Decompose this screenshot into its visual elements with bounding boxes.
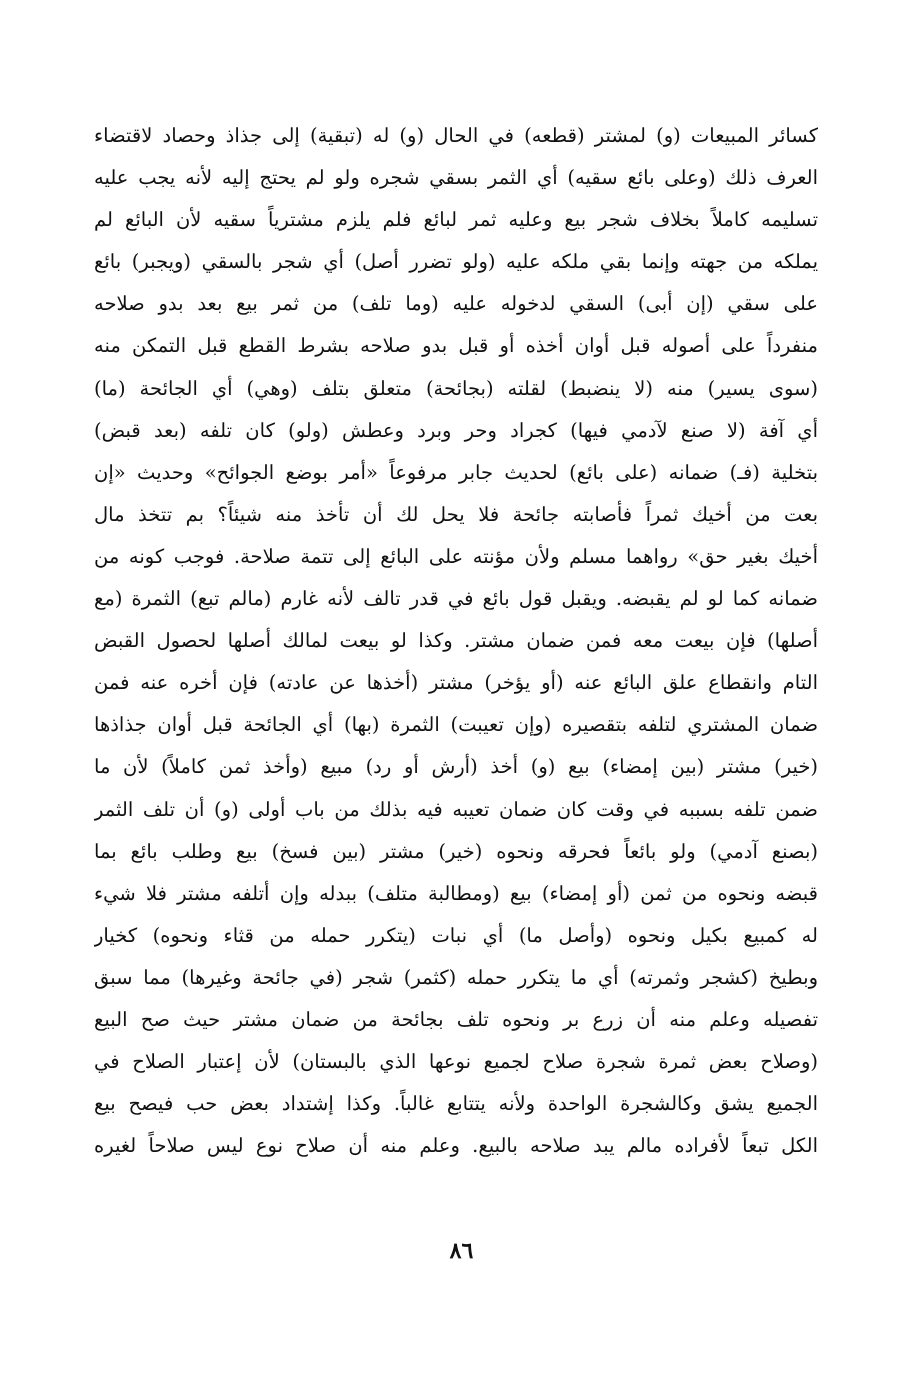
text-line: بتخلية (فـ) ضمانه (على بائع) لحديث جابر مرفوعاً «أمر بوضع الجوائح» وحديث «إن <box>94 460 818 484</box>
text-line: ضمانه كما لو لم يقبضه. ويقبل قول بائع في قدر تالف لأنه غارم (مالم تبع) الثمرة (مع <box>94 587 818 611</box>
page-number: ٨٦ <box>449 1238 474 1264</box>
text-line: ضمان المشتري لتلفه بتقصيره (وإن تعيبت) الثمرة (بها) أي الجائحة قبل أوان جذاذها <box>94 713 818 737</box>
text-line: له كمبيع بكيل ونحوه (وأصل ما) أي نبات (يتكرر حمله من قثاء ونحوه) كخيار <box>94 923 818 947</box>
text-line: (سوى يسير) منه (لا ينضبط) لقلته (بجائحة) متعلق بتلف (وهي) أي الجائحة (ما) <box>94 376 818 400</box>
text-line: الجميع يشق وكالشجرة الواحدة ولأنه يتتابع غالباً. وكذا إشتداد بعض حب فيصح بيع <box>94 1092 818 1116</box>
text-line: وبطيخ (كشجر وثمرته) أي ما يتكرر حمله (كثمر) شجر (في جائحة وغيرها) مما سبق <box>94 965 818 989</box>
body-text <box>94 115 818 1167</box>
text-line: ضمن تلفه بسببه في وقت كان ضمان تعيبه فيه بذلك من باب أولى (و) أن تلف الثمر <box>94 797 818 821</box>
text-line: بعت من أخيك ثمراً فأصابته جائحة فلا يحل لك أن تأخذ منه شيئاً؟ بم تتخذ مال <box>94 502 818 526</box>
text-line: أي آفة (لا صنع لآدمي فيها) كجراد وحر وبرد وعطش (ولو) كان تلفه (بعد قبض) <box>94 418 818 442</box>
text-line: تفصيله وعلم منه أن زرع بر ونحوه تلف بجائحة من ضمان مشتر حيث صح البيع <box>94 1007 818 1031</box>
text-line: أخيك بغير حق» رواهما مسلم ولأن مؤنته على البائع إلى تتمة صلاحة. فوجب كونه من <box>94 544 818 568</box>
text-line: التام وانقطاع علق البائع عنه (أو يؤخر) مشتر (أخذها عن عادته) فإن أخره عنه فمن <box>94 671 818 695</box>
text-line: يملكه من جهته وإنما بقي ملكه عليه (ولو تضرر أصل) أي شجر بالسقي (ويجبر) بائع <box>94 250 818 274</box>
text-line: منفرداً على أصوله قبل أوان أخذه أو قبل بدو صلاحه بشرط القطع قبل التمكن منه <box>94 334 818 358</box>
text-line: العرف ذلك (وعلى بائع سقيه) أي الثمر بسقي شجره ولو لم يحتج إليه لأنه يجب عليه <box>94 166 818 190</box>
text-line: قبضه ونحوه من ثمن (أو إمضاء) بيع (ومطالبة متلف) ببدله وإن أتلفه مشتر فلا شيء <box>94 881 818 905</box>
text-line: كسائر المبيعات (و) لمشتر (قطعه) في الحال (و) له (تبقية) إلى جذاذ وحصاد لاقتضاء <box>94 124 818 147</box>
text-line: الكل تبعاً لأفراده مالم يبد صلاحه بالبيع. وعلم منه أن صلاح نوع ليس صلاحاً لغيره <box>94 1134 818 1158</box>
text-line: (وصلاح بعض ثمرة شجرة صلاح لجميع نوعها الذي بالبستان) لأن إعتبار الصلاح في <box>94 1050 818 1074</box>
text-line: (خير) مشتر (بين إمضاء) بيع (و) أخذ (أرش أو رد) مبيع (وأخذ ثمن كاملاً) لأن ما <box>94 755 818 779</box>
text-line: أصلها) فإن بيعت معه فمن ضمان مشتر. وكذا لو بيعت لمالك أصلها لحصول القبض <box>94 629 818 653</box>
text-line: على سقي (إن أبى) السقي لدخوله عليه (وما تلف) من ثمر بيع بعد بدو صلاحه <box>94 292 818 316</box>
text-line: تسليمه كاملاً بخلاف شجر بيع وعليه ثمر لبائع فلم يلزم مشترياً سقيه لأن البائع لم <box>94 208 818 232</box>
text-line: (بصنع آدمي) ولو بائعاً فحرقه ونحوه (خير) مشتر (بين فسخ) بيع وطلب بائع بما <box>94 839 818 863</box>
